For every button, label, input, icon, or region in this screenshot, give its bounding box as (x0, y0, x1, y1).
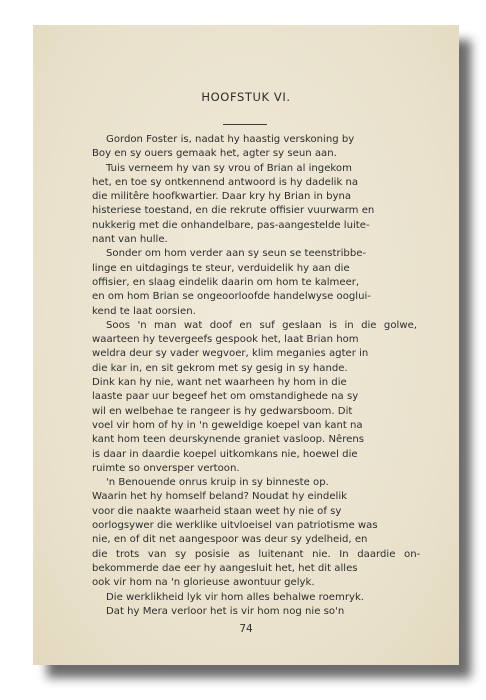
paragraph (92, 605, 431, 619)
text-line: Gordon Foster is, nadat hy haastig verskoning by (106, 134, 355, 145)
text-line: Boy en sy ouers gemaak het, agter sy seun aan. (92, 148, 337, 160)
text-line: nukkerig met die onhandelbare, pas-aangestelde luite- (92, 219, 370, 231)
text-line: wil en welbehae te rangeer is hy gedwarsboom. Dit (92, 405, 353, 417)
text-line: ruimte so onversper vertoon. (92, 462, 240, 474)
text-line: Soos 'n man wat doof en suf geslaan is in die golwe, (106, 319, 417, 331)
paragraph (92, 133, 431, 162)
text-line: kend te laat oorsien. (92, 305, 196, 317)
paragraph (92, 247, 431, 318)
text-line: Dat hy Mera verloor het is vir hom nog nie so'n (106, 605, 345, 617)
text-line: het, en toe sy ontkennend antwoord is hy dadelik na (92, 176, 359, 188)
text-line: nie, en of dit net aangespoor was deur sy ydelheid, en (92, 534, 368, 546)
text-line: histeriese toestand, en die rekrute offisier vuurwarm en (92, 205, 375, 217)
text-line: is daar in daardie koepel uitkomkans nie, hoewel die (92, 448, 358, 460)
text-line: linge en uitdagings te steur, verduidelik hy aan die (92, 262, 350, 274)
chapter-heading: HOOFSTUK VI. (201, 90, 291, 104)
text-line: 'n Benouende onrus kruip in sy binneste op. (106, 477, 329, 489)
text-line: Die werklikheid lyk vir hom alles behalwe roemryk. (106, 591, 364, 603)
text-line: en om hom Brian se ongeoorloofde handelwyse ooglui- (92, 291, 371, 303)
text-line: Dink kan hy nie, want net waarheen hy hom in die (92, 377, 347, 389)
text-line: ook vir hom na 'n glorieuse awontuur gelyk. (92, 577, 315, 589)
text-line: Tuis verneem hy van sy vrou of Brian al ingekom (106, 162, 352, 174)
text-line: voor die naakte waarheid staan weet hy nie of sy (92, 505, 342, 517)
text-line: kant hom teen deurskynende graniet vasloop. Nêrens (92, 434, 364, 446)
text-line: voel vir hom of hy in 'n geweldige koepel van kant na (92, 419, 363, 431)
text-line: bekommerde dae eer hy aangesluit het, het dit alles (92, 562, 358, 574)
text-line: Waarin het hy homself beland? Noudat hy eindelik (92, 491, 347, 503)
body-text (92, 133, 431, 619)
text-line: waarteen hy tevergeefs gespook het, laat Brian hom (92, 334, 359, 346)
heading-divider (223, 124, 267, 125)
text-line: die trots van sy posisie as luitenant nie. In daardie on- (92, 548, 421, 560)
text-line: offisier, en slaag eindelik daarin om hom te kalmeer, (92, 276, 360, 288)
paragraph (92, 591, 431, 605)
paragraph (92, 319, 431, 476)
text-line: die kar in, en sit gekrom met sy gesig in sy hande. (92, 362, 348, 374)
text-line: Sonder om hom verder aan sy seun se teenstribbe- (106, 248, 367, 260)
text-line: die militêre hoofkwartier. Daar kry hy Brian in byna (92, 191, 352, 203)
paragraph (92, 162, 431, 248)
paragraph (92, 476, 431, 590)
text-line: nant van hulle. (92, 234, 168, 246)
text-line: weldra deur sy vader wegvoer, klim meganies agter in (92, 348, 369, 360)
page-number: 74 (239, 623, 253, 635)
text-line: oorlogsywer die werklike uitvloeisel van patriotisme was (92, 520, 378, 532)
book-page (33, 25, 459, 665)
text-line: laaste paar uur begeef het om omstandighede na sy (92, 391, 359, 403)
